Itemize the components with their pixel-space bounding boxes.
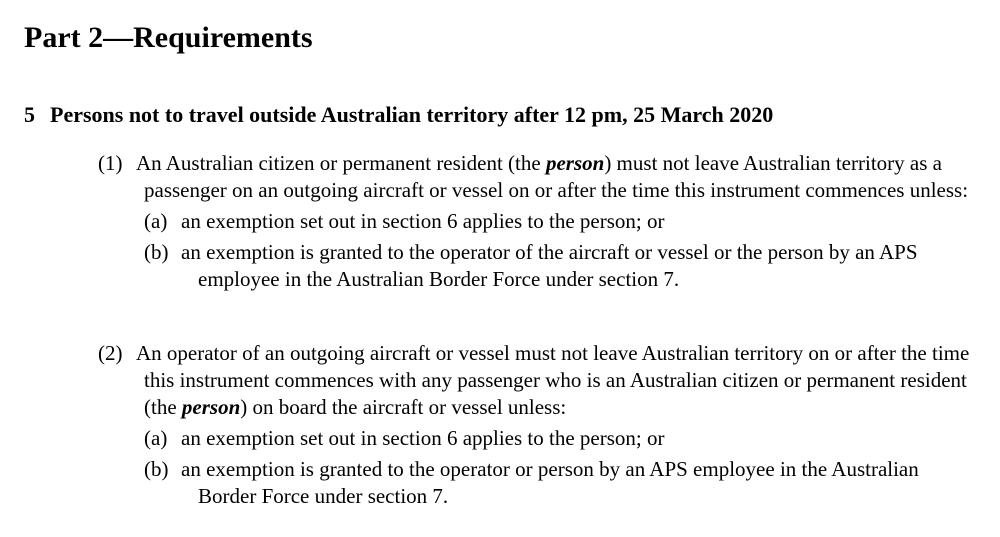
subsection-2-paragraph-a (98, 425, 978, 452)
subsection-1-text-after: ) must not leave Australian territory as a passenger on an outgoing aircraft or vessel on or after the time this instrument commences unless: (144, 151, 969, 202)
subsection-1-defined-term: person (545, 151, 605, 175)
subsection-1-text-before: An Australian citizen or permanent resident (the (136, 151, 546, 175)
paragraph-text: an exemption is granted to the operator of the aircraft or vessel or the person by an APS employee in the Australian Border Force under section 7. (181, 240, 918, 291)
subsection-1-paragraph-a (98, 208, 978, 235)
subsection-1-text (98, 150, 978, 204)
paragraph-text: an exemption is granted to the operator or person by an APS employee in the Australian Border Force under section 7. (181, 457, 919, 508)
paragraph-label: (a) (144, 426, 168, 450)
section-heading (24, 102, 773, 128)
subsection-2-text-after: ) on board the aircraft or vessel unless: (240, 395, 567, 419)
subsection-2-text (98, 340, 978, 421)
subsection-2-paragraph-b (98, 456, 978, 510)
subsection-2 (98, 340, 978, 510)
paragraph-text: an exemption set out in section 6 applies to the person; or (181, 209, 665, 233)
part-heading: Part 2—Requirements (24, 21, 313, 54)
paragraph-label: (b) (144, 457, 169, 481)
subsection-1 (98, 150, 978, 293)
paragraph-text: an exemption set out in section 6 applies to the person; or (181, 426, 665, 450)
subsection-1-paragraph-b (98, 239, 978, 293)
subsection-2-text-before: An operator of an outgoing aircraft or vessel must not leave Australian territory on or after the time this instrument commences with any passenger who is an Australian citizen or permanent resident (the (136, 341, 970, 419)
paragraph-label: (a) (144, 209, 168, 233)
subsection-2-defined-term: person (181, 395, 241, 419)
subsection-2-label: (2) (98, 341, 123, 365)
paragraph-label: (b) (144, 240, 169, 264)
section-title-text: Persons not to travel outside Australian territory after 12 pm, 25 March 2020 (50, 102, 774, 127)
section-number: 5 (24, 102, 35, 127)
subsection-1-label: (1) (98, 151, 123, 175)
